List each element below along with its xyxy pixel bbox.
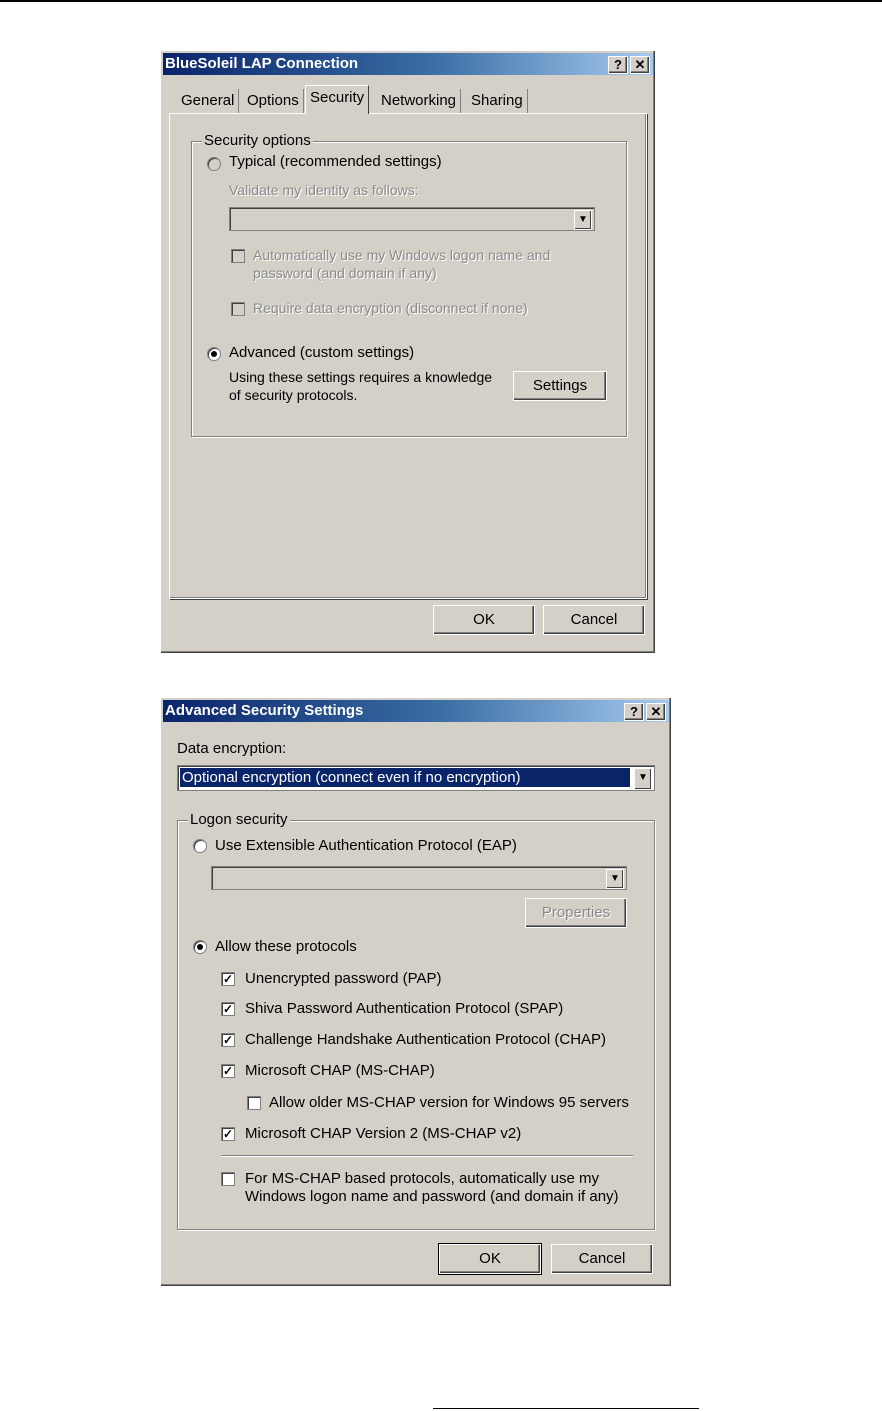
close-button[interactable] <box>646 703 666 721</box>
typical-radio[interactable] <box>207 157 221 171</box>
page-top-rule <box>0 0 882 2</box>
ms-chap-checkbox[interactable] <box>221 1064 235 1078</box>
spap-checkbox[interactable] <box>221 1002 235 1016</box>
arrow-glyph: ▼ <box>578 214 588 225</box>
data-encryption-selected: Optional encryption (connect even if no encryption) <box>180 768 630 787</box>
security-options-legend: Security options <box>204 132 311 149</box>
allow-protocols-label: Allow these protocols <box>215 938 357 955</box>
data-encryption-label: Data encryption: <box>177 740 287 757</box>
data-encryption-select[interactable] <box>177 765 655 791</box>
pap-checkbox[interactable] <box>221 972 235 986</box>
settings-button[interactable] <box>513 371 607 401</box>
tab-general[interactable] <box>177 89 239 113</box>
help-icon: ? <box>614 57 622 72</box>
ok-button-label: OK <box>479 1250 501 1267</box>
chevron-down-icon[interactable] <box>606 869 624 889</box>
eap-select[interactable] <box>211 866 627 890</box>
protocols-separator <box>221 1155 633 1157</box>
logon-security-legend: Logon security <box>190 811 288 828</box>
dialog-title: BlueSoleil LAP Connection <box>165 55 359 72</box>
advanced-radio[interactable] <box>207 347 221 361</box>
tab-label: Options <box>247 92 299 109</box>
close-icon: ✕ <box>650 704 662 719</box>
bluesoleil-lap-connection-dialog <box>160 50 656 654</box>
check-icon: ✓ <box>222 1127 234 1141</box>
tab-label: Sharing <box>471 92 523 109</box>
dialog-titlebar <box>163 700 669 722</box>
eap-radio-label: Use Extensible Authentication Protocol (EAP) <box>215 837 517 854</box>
cancel-button[interactable] <box>543 605 645 635</box>
dialog-titlebar <box>163 53 653 75</box>
tab-security[interactable] <box>305 85 369 114</box>
arrow-glyph: ▼ <box>610 873 620 884</box>
cancel-button[interactable] <box>551 1244 653 1274</box>
page-footer-rule <box>433 1408 699 1409</box>
ms-chap-v2-checkbox[interactable] <box>221 1127 235 1141</box>
eap-radio[interactable] <box>193 839 207 853</box>
chap-checkbox[interactable] <box>221 1033 235 1047</box>
close-icon: ✕ <box>634 57 646 72</box>
arrow-glyph: ▼ <box>638 772 648 783</box>
properties-button[interactable] <box>525 898 627 928</box>
ms-chap-win95-label: Allow older MS-CHAP version for Windows 95 servers <box>269 1094 629 1111</box>
tab-sharing[interactable] <box>467 89 528 113</box>
check-icon: ✓ <box>222 1064 234 1078</box>
ok-button[interactable] <box>433 605 535 635</box>
advanced-radio-label: Advanced (custom settings) <box>229 344 415 361</box>
tab-label: Networking <box>381 92 457 109</box>
tab-label: General <box>181 92 235 109</box>
check-icon: ✓ <box>222 1033 234 1047</box>
allow-protocols-radio[interactable] <box>193 940 207 954</box>
ms-chap-auto-logon-checkbox[interactable] <box>221 1172 235 1186</box>
chevron-down-icon[interactable] <box>634 768 652 790</box>
ms-chap-auto-logon-line2: Windows logon name and password (and domain if any) <box>245 1188 619 1205</box>
tab-networking[interactable] <box>377 89 461 113</box>
auto-logon-label-line2: password (and domain if any) <box>253 265 437 281</box>
settings-button-label: Settings <box>532 377 588 394</box>
ok-button-label: OK <box>473 611 495 628</box>
cancel-button-label: Cancel <box>570 611 618 628</box>
typical-radio-label: Typical (recommended settings) <box>229 153 442 170</box>
dialog-title: Advanced Security Settings <box>165 702 364 719</box>
pap-label: Unencrypted password (PAP) <box>245 970 442 987</box>
ms-chap-win95-checkbox[interactable] <box>247 1096 261 1110</box>
advanced-desc-line1: Using these settings requires a knowledge <box>229 369 493 385</box>
check-icon: ✓ <box>222 972 234 986</box>
validate-identity-label: Validate my identity as follows: <box>229 182 419 198</box>
ok-button[interactable] <box>439 1244 541 1274</box>
chevron-down-icon[interactable] <box>574 210 592 230</box>
help-button[interactable] <box>624 703 644 721</box>
tab-label: Security <box>310 89 365 106</box>
auto-logon-checkbox[interactable] <box>231 249 245 263</box>
advanced-desc-line2: of security protocols. <box>229 387 358 403</box>
ms-chap-label: Microsoft CHAP (MS-CHAP) <box>245 1062 435 1079</box>
check-icon: ✓ <box>222 1002 234 1016</box>
tab-options[interactable] <box>243 89 304 113</box>
require-encryption-label: Require data encryption (disconnect if none) <box>253 300 528 316</box>
require-encryption-checkbox[interactable] <box>231 302 245 316</box>
chap-label: Challenge Handshake Authentication Protocol (CHAP) <box>245 1031 607 1048</box>
properties-button-label: Properties <box>541 904 611 921</box>
cancel-button-label: Cancel <box>578 1250 626 1267</box>
help-icon: ? <box>630 704 638 719</box>
spap-label: Shiva Password Authentication Protocol (SPAP) <box>245 1000 564 1017</box>
help-button[interactable] <box>608 56 628 74</box>
ms-chap-auto-logon-line1: For MS-CHAP based protocols, automatically use my <box>245 1170 600 1187</box>
advanced-security-settings-dialog <box>160 697 672 1287</box>
validate-identity-select[interactable] <box>229 207 595 231</box>
close-button[interactable] <box>630 56 650 74</box>
ms-chap-v2-label: Microsoft CHAP Version 2 (MS-CHAP v2) <box>245 1125 522 1142</box>
auto-logon-label-line1: Automatically use my Windows logon name and <box>253 247 551 263</box>
